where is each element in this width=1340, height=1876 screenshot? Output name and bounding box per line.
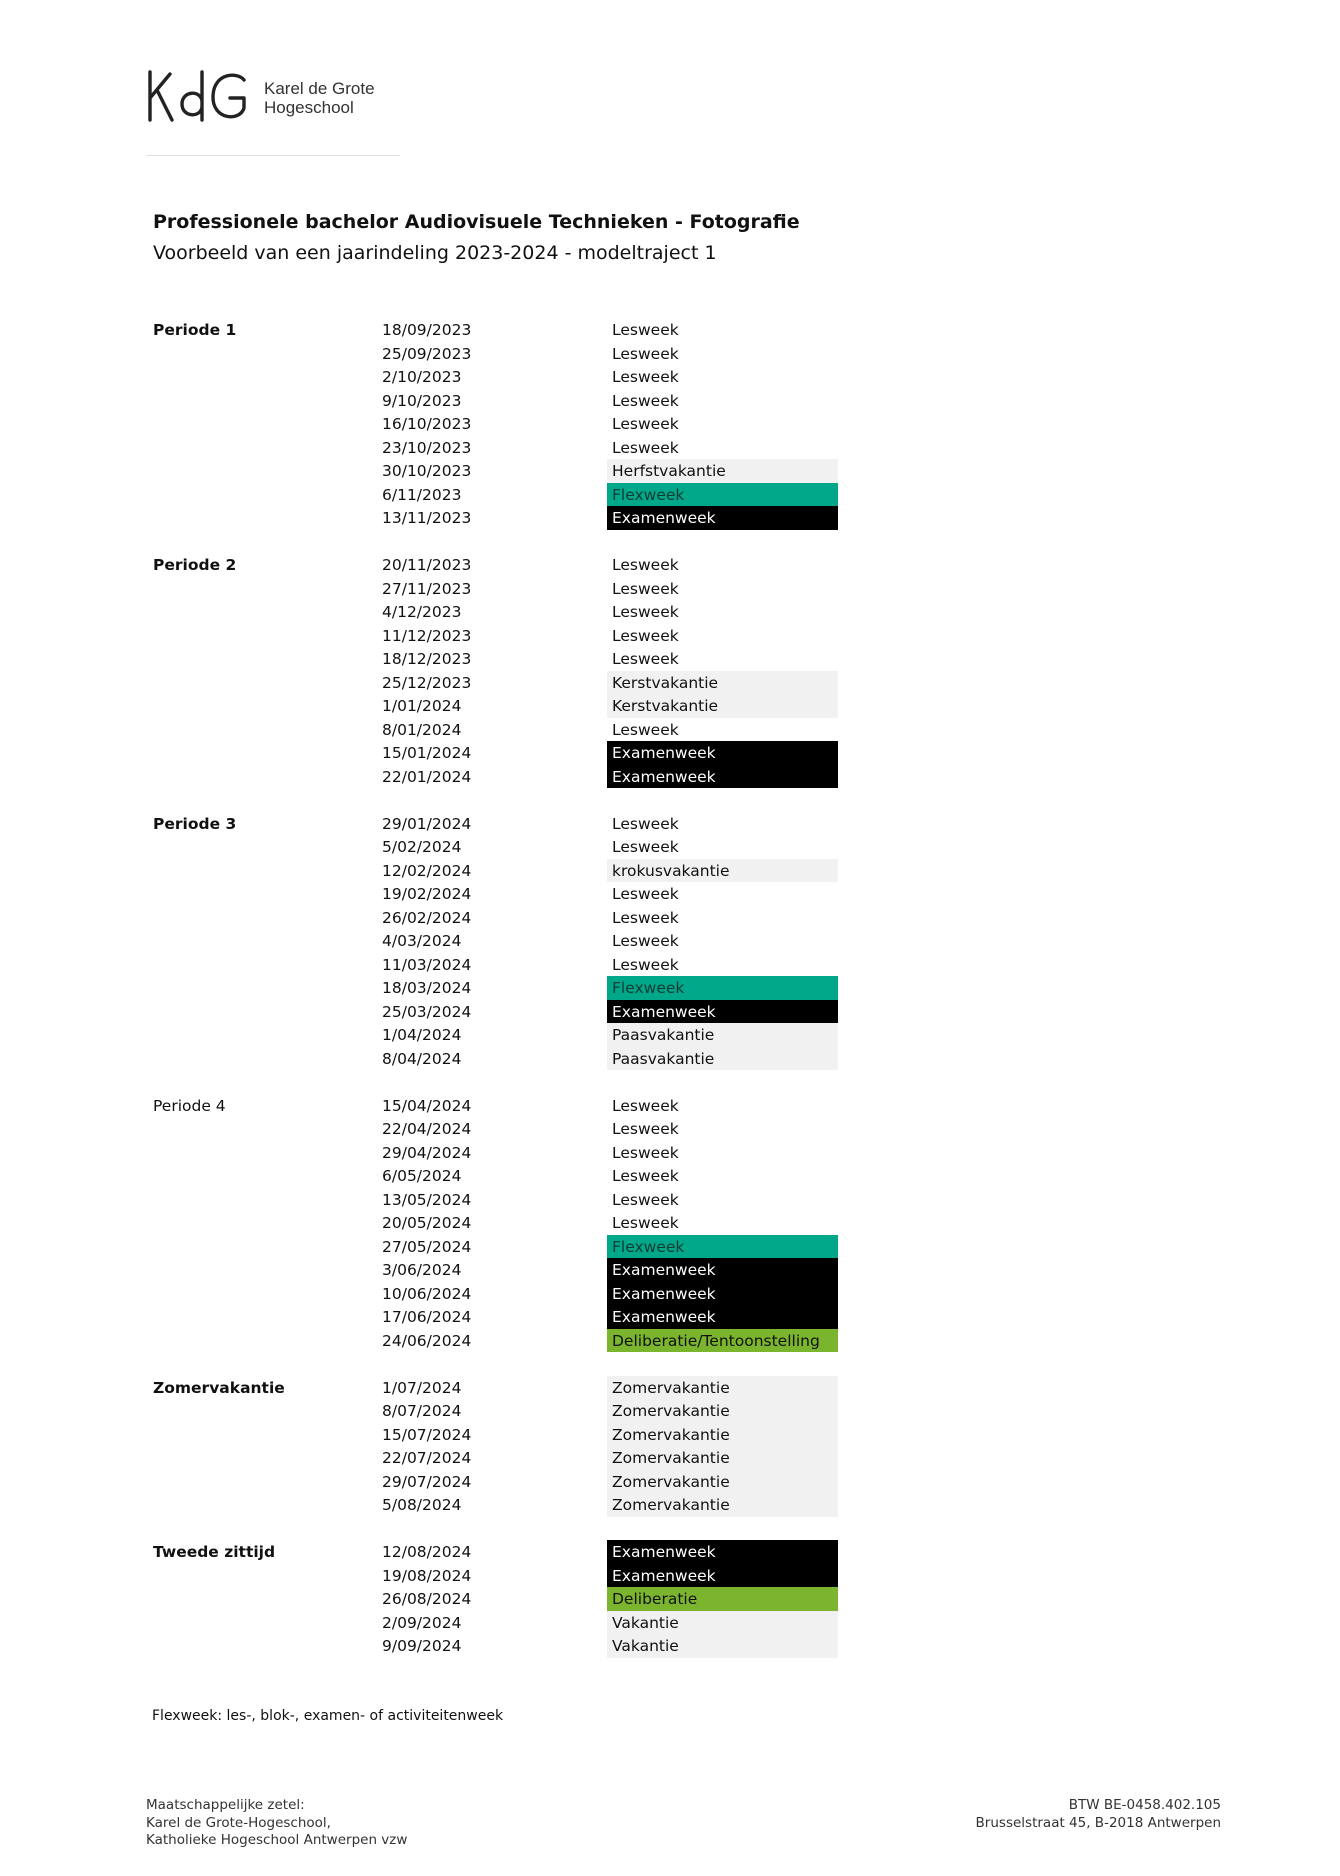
document-subtitle: Voorbeeld van een jaarindeling 2023-2024 - modeltraject 1: [153, 242, 717, 264]
footer-address: [146, 1797, 407, 1850]
footer-left-line: Maatschappelijke zetel:: [146, 1797, 305, 1813]
week-type-les: Lesweek: [612, 720, 679, 739]
schedule-row: [153, 1164, 853, 1188]
footer-vat-address: [976, 1797, 1221, 1832]
schedule-row: [153, 1470, 853, 1494]
week-date: 22/04/2024: [382, 1120, 472, 1138]
week-date: 24/06/2024: [382, 1331, 472, 1350]
week-type-vakantie: Paasvakantie: [607, 1023, 838, 1047]
week-date: 27/11/2023: [382, 579, 472, 598]
period-block: [153, 318, 853, 530]
schedule-row: [153, 694, 853, 718]
schedule-row: [153, 741, 853, 765]
schedule-row: [153, 483, 853, 507]
week-type-delib: Deliberatie/Tentoonstelling: [607, 1329, 838, 1353]
schedule-row: [153, 1023, 853, 1047]
week-type-vakantie: Zomervakantie: [607, 1470, 838, 1494]
period-block: [153, 812, 853, 1071]
week-type-exam: Examenweek: [607, 1305, 838, 1329]
week-date: 16/10/2023: [382, 415, 472, 433]
week-date: 15/01/2024: [382, 744, 472, 762]
week-type-les: Lesweek: [612, 1143, 679, 1162]
week-type-les: Lesweek: [612, 603, 679, 621]
schedule-row: [153, 1282, 853, 1306]
week-type-les: Lesweek: [612, 1167, 679, 1185]
week-date: 17/06/2024: [382, 1308, 472, 1326]
week-date: 6/11/2023: [382, 485, 462, 504]
schedule-row: [153, 459, 853, 483]
week-type-exam: Examenweek: [607, 1282, 838, 1306]
schedule-row: [153, 882, 853, 906]
week-date: 1/01/2024: [382, 697, 462, 715]
week-type-les: Lesweek: [612, 932, 679, 950]
schedule-row: [153, 1423, 853, 1447]
week-type-flex: Flexweek: [607, 976, 838, 1000]
week-type-les: Lesweek: [612, 415, 679, 433]
schedule-row: [153, 906, 853, 930]
schedule-row: [153, 553, 853, 577]
period-label: Periode 3: [153, 814, 237, 833]
week-type-vakantie: Zomervakantie: [607, 1423, 838, 1447]
week-type-les: Lesweek: [612, 1190, 679, 1209]
week-date: 20/05/2024: [382, 1214, 472, 1232]
week-date: 1/04/2024: [382, 1026, 462, 1044]
week-date: 26/02/2024: [382, 908, 472, 927]
schedule-row: [153, 506, 853, 530]
period-block: [153, 1540, 853, 1658]
week-type-flex: Flexweek: [607, 483, 838, 507]
week-type-exam: Examenweek: [607, 741, 838, 765]
schedule-row: [153, 1000, 853, 1024]
schedule-row: [153, 859, 853, 883]
schedule-row: [153, 1587, 853, 1611]
schedule-row: [153, 1094, 853, 1118]
schedule-row: [153, 1611, 853, 1635]
week-date: 9/09/2024: [382, 1637, 462, 1655]
week-date: 8/07/2024: [382, 1402, 462, 1420]
week-type-exam: Examenweek: [607, 1258, 838, 1282]
week-type-delib: Deliberatie: [607, 1587, 838, 1611]
week-date: 13/05/2024: [382, 1190, 472, 1209]
schedule-row: [153, 1188, 853, 1212]
week-type-les: Lesweek: [612, 626, 679, 645]
week-date: 25/09/2023: [382, 344, 472, 363]
period-block: [153, 1094, 853, 1353]
week-type-vakantie: Zomervakantie: [607, 1446, 838, 1470]
kdg-logo-mark: [146, 68, 250, 124]
week-date: 29/04/2024: [382, 1143, 472, 1162]
week-type-les: Lesweek: [612, 391, 679, 410]
week-date: 8/04/2024: [382, 1049, 462, 1068]
schedule-row: [153, 1047, 853, 1071]
week-date: 19/02/2024: [382, 885, 472, 903]
footer-right-line: Brusselstraat 45, B-2018 Antwerpen: [975, 1814, 1221, 1831]
schedule-row: [153, 647, 853, 671]
footer-left-line: Katholieke Hogeschool Antwerpen vzw: [146, 1832, 408, 1848]
schedule-row: [153, 1376, 853, 1400]
week-type-les: Lesweek: [612, 344, 679, 363]
schedule-row: [153, 600, 853, 624]
week-type-les: Lesweek: [612, 885, 679, 903]
week-type-vakantie: Kerstvakantie: [607, 694, 838, 718]
week-type-vakantie: Zomervakantie: [607, 1376, 838, 1400]
period-label: Periode 1: [153, 321, 237, 339]
schedule-row: [153, 953, 853, 977]
week-date: 26/08/2024: [382, 1590, 472, 1608]
schedule-row: [153, 1235, 853, 1259]
week-date: 23/10/2023: [382, 438, 472, 457]
schedule-row: [153, 1141, 853, 1165]
week-date: 2/09/2024: [382, 1613, 462, 1632]
week-date: 12/02/2024: [382, 861, 472, 880]
week-type-les: Lesweek: [612, 955, 679, 974]
schedule-row: [153, 318, 853, 342]
kdg-logo: [146, 66, 375, 126]
schedule-row: [153, 1446, 853, 1470]
logo-line-2: Hogeschool: [264, 98, 354, 117]
schedule-row: [153, 929, 853, 953]
week-date: 12/08/2024: [382, 1543, 472, 1561]
week-date: 22/01/2024: [382, 767, 472, 786]
week-date: 29/07/2024: [382, 1472, 472, 1491]
week-type-vakantie: Zomervakantie: [607, 1399, 838, 1423]
schedule-row: [153, 1564, 853, 1588]
week-date: 18/12/2023: [382, 650, 472, 668]
period-block: [153, 553, 853, 788]
week-type-vakantie: Zomervakantie: [607, 1493, 838, 1517]
schedule-row: [153, 412, 853, 436]
week-date: 15/04/2024: [382, 1096, 472, 1115]
week-type-les: Lesweek: [612, 321, 679, 339]
week-date: 29/01/2024: [382, 814, 472, 833]
week-date: 4/03/2024: [382, 932, 462, 950]
week-type-exam: Examenweek: [607, 765, 838, 789]
schedule-row: [153, 365, 853, 389]
week-type-exam: Examenweek: [607, 506, 838, 530]
week-type-les: Lesweek: [612, 368, 679, 386]
week-type-exam: Examenweek: [607, 1564, 838, 1588]
footer-right-line: BTW BE-0458.402.105: [1068, 1797, 1221, 1813]
week-date: 18/03/2024: [382, 979, 472, 997]
week-type-vakantie: Kerstvakantie: [607, 671, 838, 695]
schedule-row: [153, 835, 853, 859]
week-type-les: Lesweek: [612, 1120, 679, 1138]
week-date: 6/05/2024: [382, 1167, 462, 1185]
schedule-row: [153, 671, 853, 695]
flexweek-note: Flexweek: les-, blok-, examen- of activiteitenweek: [152, 1708, 504, 1724]
week-date: 18/09/2023: [382, 321, 472, 339]
logo-line-1: Karel de Grote: [264, 79, 375, 98]
schedule-row: [153, 1329, 853, 1353]
week-type-les: Lesweek: [612, 438, 679, 457]
week-type-exam: Examenweek: [607, 1540, 838, 1564]
week-type-les: Lesweek: [612, 814, 679, 833]
week-type-vakantie: Vakantie: [607, 1634, 838, 1658]
week-date: 19/08/2024: [382, 1566, 472, 1585]
schedule-row: [153, 1211, 853, 1235]
schedule-row: [153, 389, 853, 413]
week-date: 15/07/2024: [382, 1425, 472, 1444]
logo-text: [264, 79, 375, 117]
schedule-row: [153, 765, 853, 789]
schedule-row: [153, 976, 853, 1000]
week-date: 10/06/2024: [382, 1284, 472, 1303]
week-date: 5/02/2024: [382, 838, 462, 856]
week-type-flex: Flexweek: [607, 1235, 838, 1259]
schedule-row: [153, 1258, 853, 1282]
week-date: 13/11/2023: [382, 509, 472, 527]
schedule-row: [153, 1540, 853, 1564]
period-label: Tweede zittijd: [153, 1543, 276, 1561]
week-date: 2/10/2023: [382, 368, 462, 386]
period-label: Zomervakantie: [153, 1378, 285, 1397]
week-date: 1/07/2024: [382, 1378, 462, 1397]
schedule-row: [153, 436, 853, 460]
week-date: 3/06/2024: [382, 1261, 462, 1279]
week-type-les: Lesweek: [612, 556, 679, 574]
week-date: 20/11/2023: [382, 556, 472, 574]
period-label: Periode 2: [153, 556, 237, 574]
header-divider: [146, 155, 400, 156]
week-type-vakantie: Vakantie: [607, 1611, 838, 1635]
week-date: 8/01/2024: [382, 720, 462, 739]
week-date: 11/03/2024: [382, 955, 472, 974]
schedule-row: [153, 812, 853, 836]
week-date: 30/10/2023: [382, 462, 472, 480]
week-type-vakantie: Herfstvakantie: [607, 459, 838, 483]
week-date: 25/03/2024: [382, 1002, 472, 1021]
footer-left-line: Karel de Grote-Hogeschool,: [146, 1814, 331, 1831]
schedule-row: [153, 718, 853, 742]
week-type-les: Lesweek: [612, 908, 679, 927]
week-date: 25/12/2023: [382, 673, 472, 692]
week-type-les: Lesweek: [612, 1214, 679, 1232]
document-title: Professionele bachelor Audiovisuele Technieken - Fotografie: [153, 211, 800, 233]
schedule-row: [153, 342, 853, 366]
schedule-row: [153, 624, 853, 648]
week-date: 27/05/2024: [382, 1237, 472, 1256]
schedule-row: [153, 1399, 853, 1423]
schedule-row: [153, 577, 853, 601]
week-type-exam: Examenweek: [607, 1000, 838, 1024]
week-type-les: Lesweek: [612, 579, 679, 598]
week-date: 5/08/2024: [382, 1496, 462, 1514]
period-label: Periode 4: [153, 1096, 226, 1115]
week-date: 11/12/2023: [382, 626, 472, 645]
week-type-les: Lesweek: [612, 650, 679, 668]
week-type-vakantie: Paasvakantie: [607, 1047, 838, 1071]
schedule-row: [153, 1493, 853, 1517]
week-date: 4/12/2023: [382, 603, 462, 621]
schedule-table: [153, 318, 853, 1681]
week-date: 9/10/2023: [382, 391, 462, 410]
schedule-row: [153, 1305, 853, 1329]
schedule-row: [153, 1634, 853, 1658]
schedule-row: [153, 1117, 853, 1141]
week-type-les: Lesweek: [612, 838, 679, 856]
period-block: [153, 1376, 853, 1517]
week-type-les: Lesweek: [612, 1096, 679, 1115]
week-date: 22/07/2024: [382, 1449, 472, 1467]
week-type-vakantie: krokusvakantie: [607, 859, 838, 883]
